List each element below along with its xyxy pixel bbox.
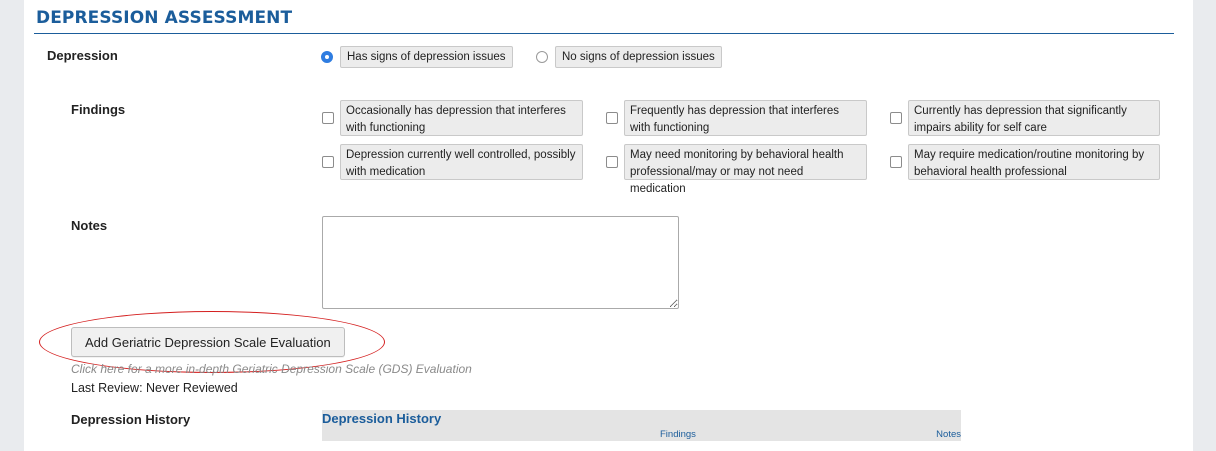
checkbox[interactable] [606,156,618,168]
history-table-title: Depression History [322,411,442,426]
finding-label[interactable]: Currently has depression that significantly impairs ability for self care [908,100,1160,136]
checkbox[interactable] [322,156,334,168]
findings-label: Findings [71,102,126,117]
section-divider [34,33,1174,34]
finding-label[interactable]: Occasionally has depression that interferes with functioning [340,100,583,136]
finding-label[interactable]: May require medication/routine monitoring by behavioral health professional [908,144,1160,180]
radio-no-signs[interactable] [536,46,722,68]
radio-has-signs[interactable] [321,46,513,68]
checkbox[interactable] [606,112,618,124]
radio-button[interactable] [536,51,548,63]
finding-well-controlled[interactable] [322,144,583,180]
radio-label-has-signs[interactable]: Has signs of depression issues [340,46,513,68]
finding-label[interactable]: Depression currently well controlled, possibly with medication [340,144,583,180]
history-column-findings[interactable]: Findings [660,429,696,440]
finding-occasionally[interactable] [322,100,583,136]
finding-currently[interactable] [890,100,1160,136]
depression-label: Depression [47,48,118,63]
finding-label[interactable]: May need monitoring by behavioral health professional/may or may not need medication [624,144,867,180]
notes-textarea[interactable] [322,216,679,309]
finding-label[interactable]: Frequently has depression that interferes with functioning [624,100,867,136]
checkbox[interactable] [890,112,902,124]
radio-button-selected[interactable] [321,51,333,63]
depression-history-label: Depression History [71,412,191,427]
finding-may-require-medication[interactable] [890,144,1160,180]
last-review-text: Last Review: Never Reviewed [71,381,238,395]
gds-hint-text: Click here for a more in-depth Geriatric Depression Scale (GDS) Evaluation [71,362,472,376]
depression-history-table [322,410,961,441]
add-gds-evaluation-button[interactable]: Add Geriatric Depression Scale Evaluation [71,327,345,357]
notes-label: Notes [71,218,108,233]
depression-assessment-panel [24,0,1193,451]
radio-label-no-signs[interactable]: No signs of depression issues [555,46,722,68]
finding-may-need-monitoring[interactable] [606,144,867,195]
history-column-notes[interactable]: Notes [936,429,961,440]
checkbox[interactable] [890,156,902,168]
finding-frequently[interactable] [606,100,867,136]
checkbox[interactable] [322,112,334,124]
section-title: DEPRESSION ASSESSMENT [36,8,293,28]
